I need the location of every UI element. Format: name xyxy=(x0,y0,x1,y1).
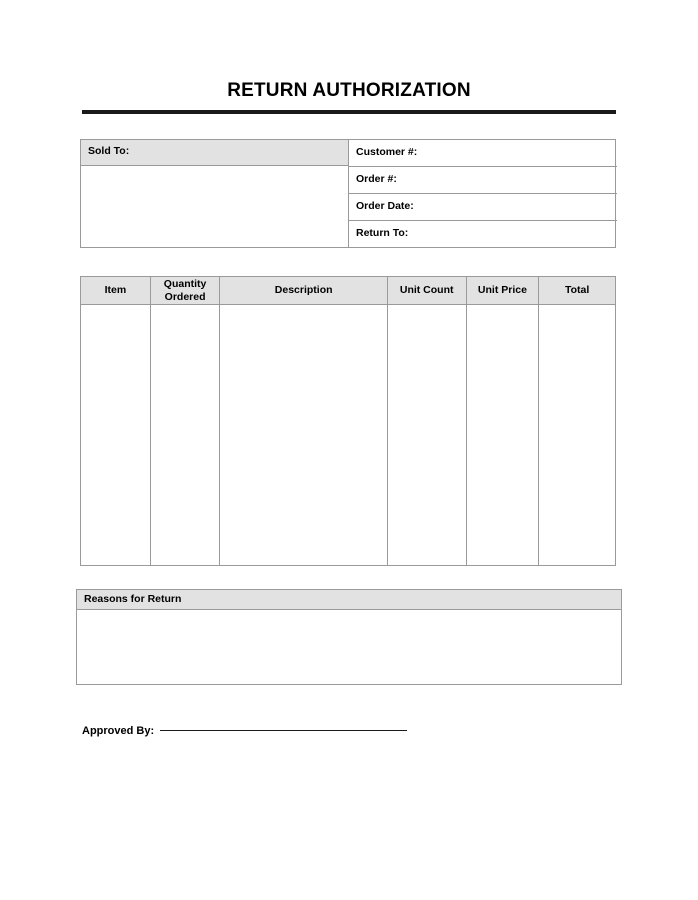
return-to-row[interactable] xyxy=(349,221,617,249)
column-header-unit-price xyxy=(467,277,540,304)
title-divider-rule xyxy=(82,110,616,114)
cell-unit-price[interactable] xyxy=(467,305,540,566)
reasons-for-return-block xyxy=(76,589,622,685)
cell-item[interactable] xyxy=(81,305,151,566)
reasons-for-return-input[interactable] xyxy=(77,610,621,685)
cell-unit-count[interactable] xyxy=(388,305,467,566)
column-header-description-label: Description xyxy=(274,284,333,297)
line-items-body xyxy=(81,305,615,566)
line-items-header-row xyxy=(81,277,615,305)
column-header-total xyxy=(539,277,615,304)
approved-by-label: Approved By: xyxy=(82,725,155,737)
order-number-label: Order #: xyxy=(356,173,397,185)
customer-number-row[interactable] xyxy=(349,140,617,167)
approved-by-signature-line[interactable] xyxy=(160,730,407,731)
page-title: RETURN AUTHORIZATION xyxy=(227,80,471,101)
customer-number-label: Customer #: xyxy=(356,146,418,158)
column-header-unit-count-label: Unit Count xyxy=(399,284,454,297)
cell-total[interactable] xyxy=(539,305,615,566)
order-info-column xyxy=(349,140,617,247)
sold-to-header xyxy=(81,140,348,166)
line-items-table xyxy=(80,276,616,566)
quantity-ordered-line1: Quantity xyxy=(163,278,207,291)
sold-to-label: Sold To: xyxy=(88,145,130,157)
column-header-total-label: Total xyxy=(564,284,590,297)
column-header-quantity-ordered xyxy=(151,277,221,304)
order-number-row[interactable] xyxy=(349,167,617,194)
reasons-for-return-label: Reasons for Return xyxy=(84,593,182,605)
column-header-item-label: Item xyxy=(104,284,127,297)
order-date-label: Order Date: xyxy=(356,200,414,212)
quantity-ordered-line2: Ordered xyxy=(164,290,206,303)
order-date-row[interactable] xyxy=(349,194,617,221)
column-header-description xyxy=(220,277,387,304)
cell-description[interactable] xyxy=(220,305,387,566)
reasons-for-return-header xyxy=(77,590,621,610)
cell-quantity-ordered[interactable] xyxy=(151,305,221,566)
column-header-unit-price-label: Unit Price xyxy=(477,284,527,297)
sold-to-column xyxy=(81,140,349,247)
sold-to-input[interactable] xyxy=(81,166,348,248)
return-to-label: Return To: xyxy=(356,227,409,239)
address-order-block xyxy=(80,139,616,248)
column-header-unit-count xyxy=(388,277,467,304)
column-header-item xyxy=(81,277,151,304)
column-header-quantity-ordered-label xyxy=(164,278,207,302)
approved-by-row xyxy=(82,725,407,737)
